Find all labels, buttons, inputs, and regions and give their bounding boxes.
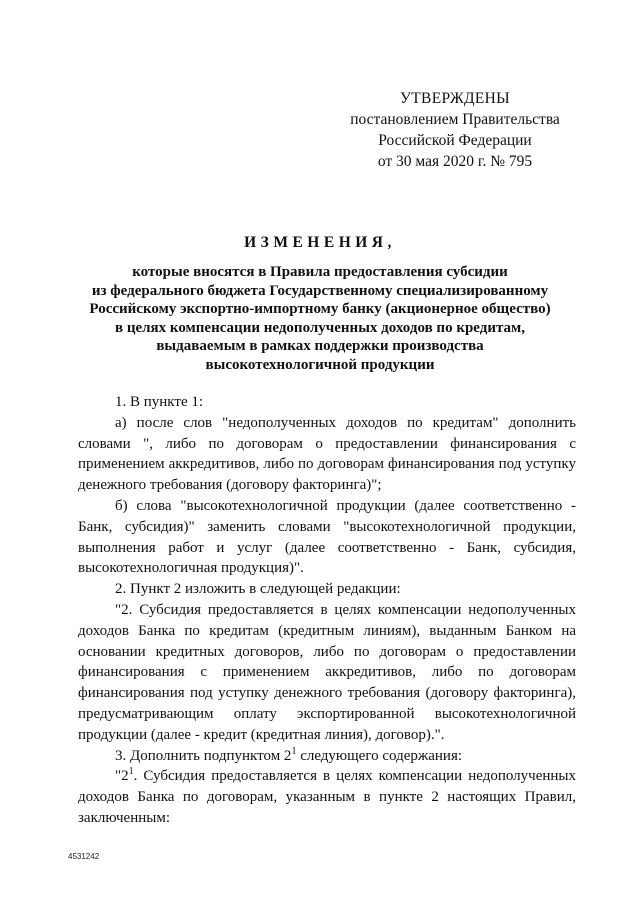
approval-block	[330, 88, 580, 172]
paragraph-item-2: 2. Пункт 2 изложить в следующей редакции:	[115, 581, 401, 598]
title-line: Российскому экспортно-импортному банку (акционерное общество)	[89, 301, 551, 318]
paragraph-subitem-b: б) слова "высокотехнологичной продукции (далее соответственно - Банк, субсидия)" заменить словами "высокотехнологичной продукции, выполнения работ и услуг (далее соответственно - Банк, субсидия, высокотехнологичная продукция)".	[78, 497, 576, 577]
paragraph-item-3	[78, 746, 576, 767]
superscript: 1	[128, 766, 134, 778]
paragraph-subitem-a: а) после слов "недополученных доходов по кредитам" дополнить словами ", либо по договорам о предоставлении финансирования с применением аккредитивов, либо по договорам финансирования под уступку денежного требования (договору факторинга)";	[78, 414, 576, 494]
paragraph-text: 3. Дополнить подпунктом 2	[115, 747, 292, 764]
superscript: 1	[291, 745, 297, 757]
document-code: 4531242	[68, 852, 100, 861]
document-title	[60, 263, 580, 375]
approval-line: постановлением Правительства	[350, 111, 560, 128]
title-line: которые вносятся в Правила предоставления субсидии	[132, 264, 508, 280]
title-line: высокотехнологичной продукции	[205, 356, 435, 373]
title-line: в целях компенсации недополученных доходов по кредитам,	[114, 319, 526, 336]
paragraph-item-2-text: "2. Субсидия предоставляется в целях компенсации недополученных доходов Банка по кредитам (кредитным линиям), выданным Банком на основании кредитных договоров, либо по договорам о предоставлении финансирования с применением аккредитивов, либо по договорам финансирования под уступку денежного требования (договору факторинга), предусматривающим оплату экспортированной высокотехнологичной продукции (далее - кредит (кредитная линия), договор).".	[78, 601, 576, 743]
document-heading: ИЗМЕНЕНИЯ,	[244, 234, 396, 251]
approval-heading: УТВЕРЖДЕНЫ	[400, 90, 510, 107]
paragraph-item-2-1-text	[78, 766, 576, 828]
paragraph-item-1: 1. В пункте 1:	[115, 394, 204, 410]
paragraph-text: . Субсидия предоставляется в целях компенсации недополученных доходов Банка по договорам, указанным в пункте 2 настоящих Правил, заключенным:	[78, 768, 576, 826]
approval-line: Российской Федерации	[378, 132, 532, 149]
paragraph-text: следующего содержания:	[296, 747, 463, 764]
document-body	[78, 392, 576, 829]
paragraph-text: "2	[115, 768, 129, 785]
title-line: из федерального бюджета Государственному специализированному	[91, 282, 549, 299]
approval-date-number: от 30 мая 2020 г. № 795	[377, 153, 533, 170]
title-line: выдаваемым в рамках поддержки производства	[156, 338, 484, 355]
